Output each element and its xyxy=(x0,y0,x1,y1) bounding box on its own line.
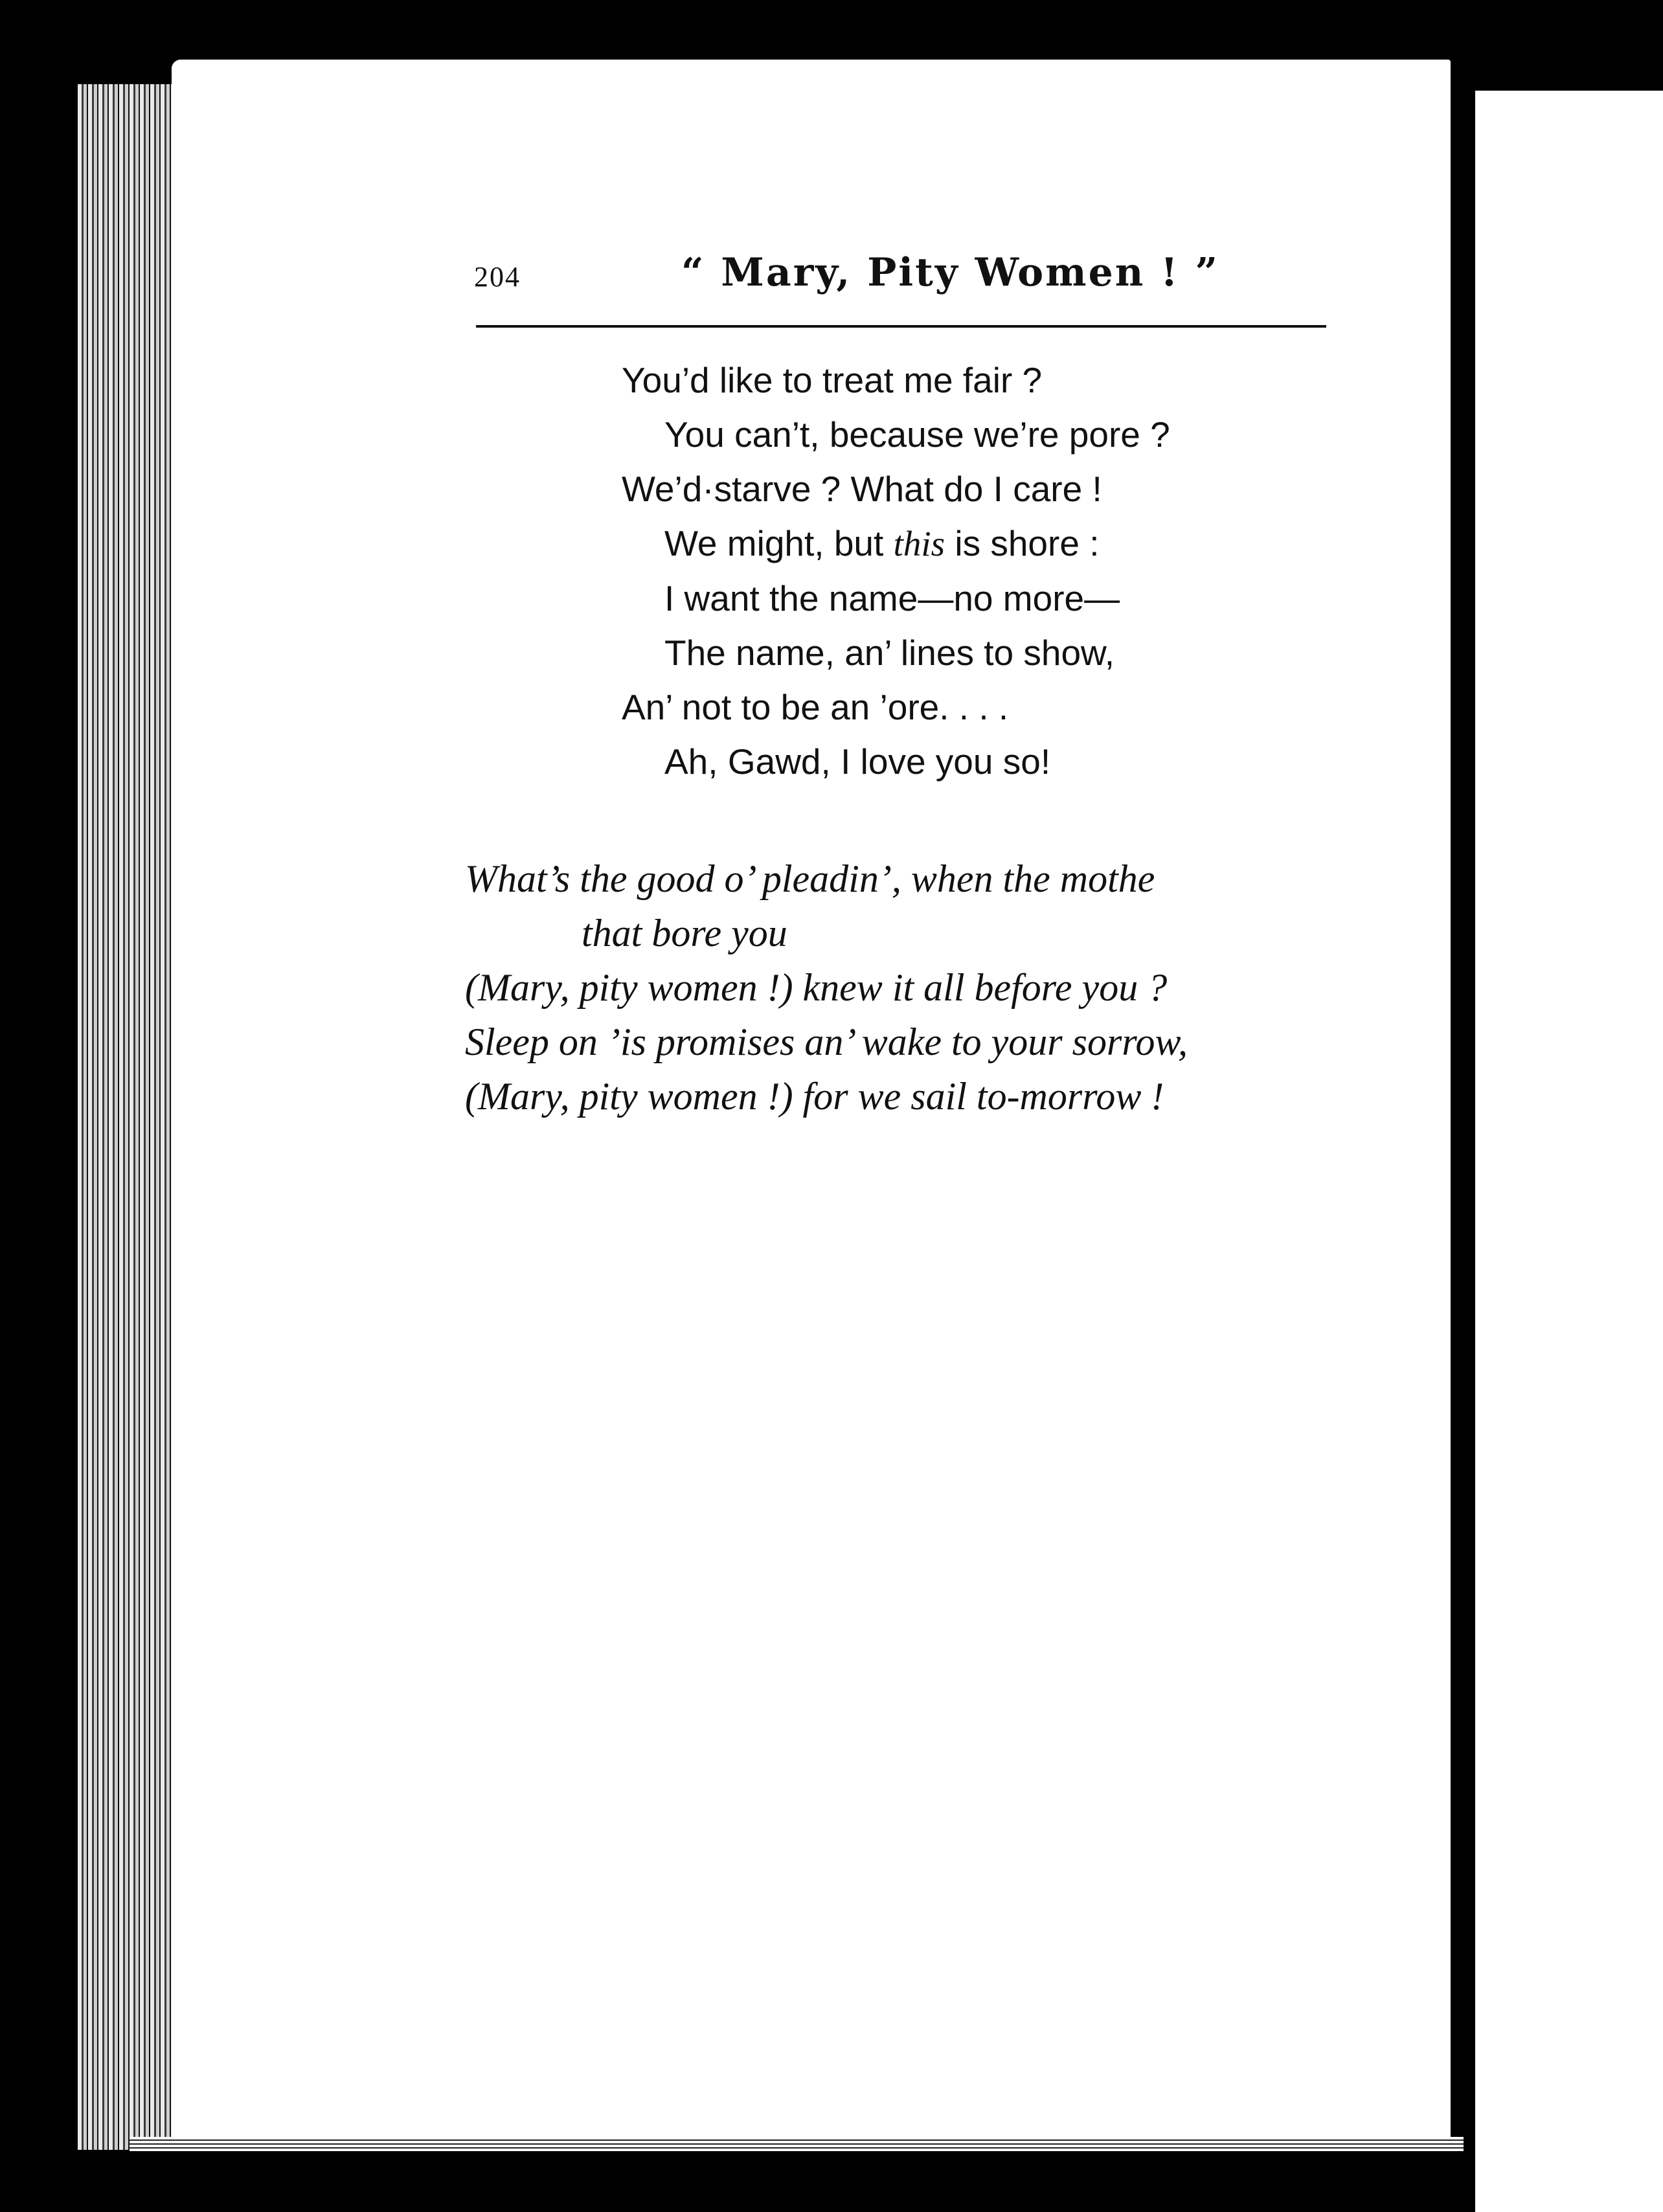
verse-line xyxy=(622,516,1170,571)
page-title: “ Mary, Pity Women ! ” xyxy=(681,250,1219,295)
refrain-line: (Mary, pity women !) knew it all before you ? xyxy=(465,966,1168,1009)
verse-text: is shore : xyxy=(945,523,1100,563)
verse-line: You can’t, because we’re pore ? xyxy=(664,414,1170,455)
page-number: 204 xyxy=(474,261,521,293)
book-gutter xyxy=(1451,60,1475,2212)
stanza xyxy=(622,353,1170,789)
refrain-line: that bore you xyxy=(582,912,787,954)
refrain-line: Sleep on ’is promises an’ wake to your sorrow, xyxy=(465,1021,1188,1063)
header-rule xyxy=(476,325,1326,328)
page-edges xyxy=(78,84,181,2150)
refrain-line: What’s the good o’ pleadin’, when the mothe xyxy=(465,857,1155,900)
running-head xyxy=(474,246,1329,304)
refrain-line: (Mary, pity women !) for we sail to-morrow ! xyxy=(465,1075,1164,1118)
verse-line: The name, an’ lines to show, xyxy=(664,633,1115,673)
verse-text: We might, but xyxy=(664,523,894,563)
verse-line: An’ not to be an ’ore. . . . xyxy=(622,687,1009,727)
verse-line: I want the name—no more— xyxy=(664,578,1120,618)
bottom-page-edges xyxy=(130,2137,1464,2151)
verse-line: Ah, Gawd, I love you so! xyxy=(664,741,1051,782)
verse-emphasis: this xyxy=(893,524,945,563)
verse-line: We’d·starve ? What do I care ! xyxy=(622,469,1102,509)
verse-line: You’d like to treat me fair ? xyxy=(622,360,1043,400)
refrain xyxy=(465,852,1333,1123)
facing-page-edge xyxy=(1475,91,1663,2212)
